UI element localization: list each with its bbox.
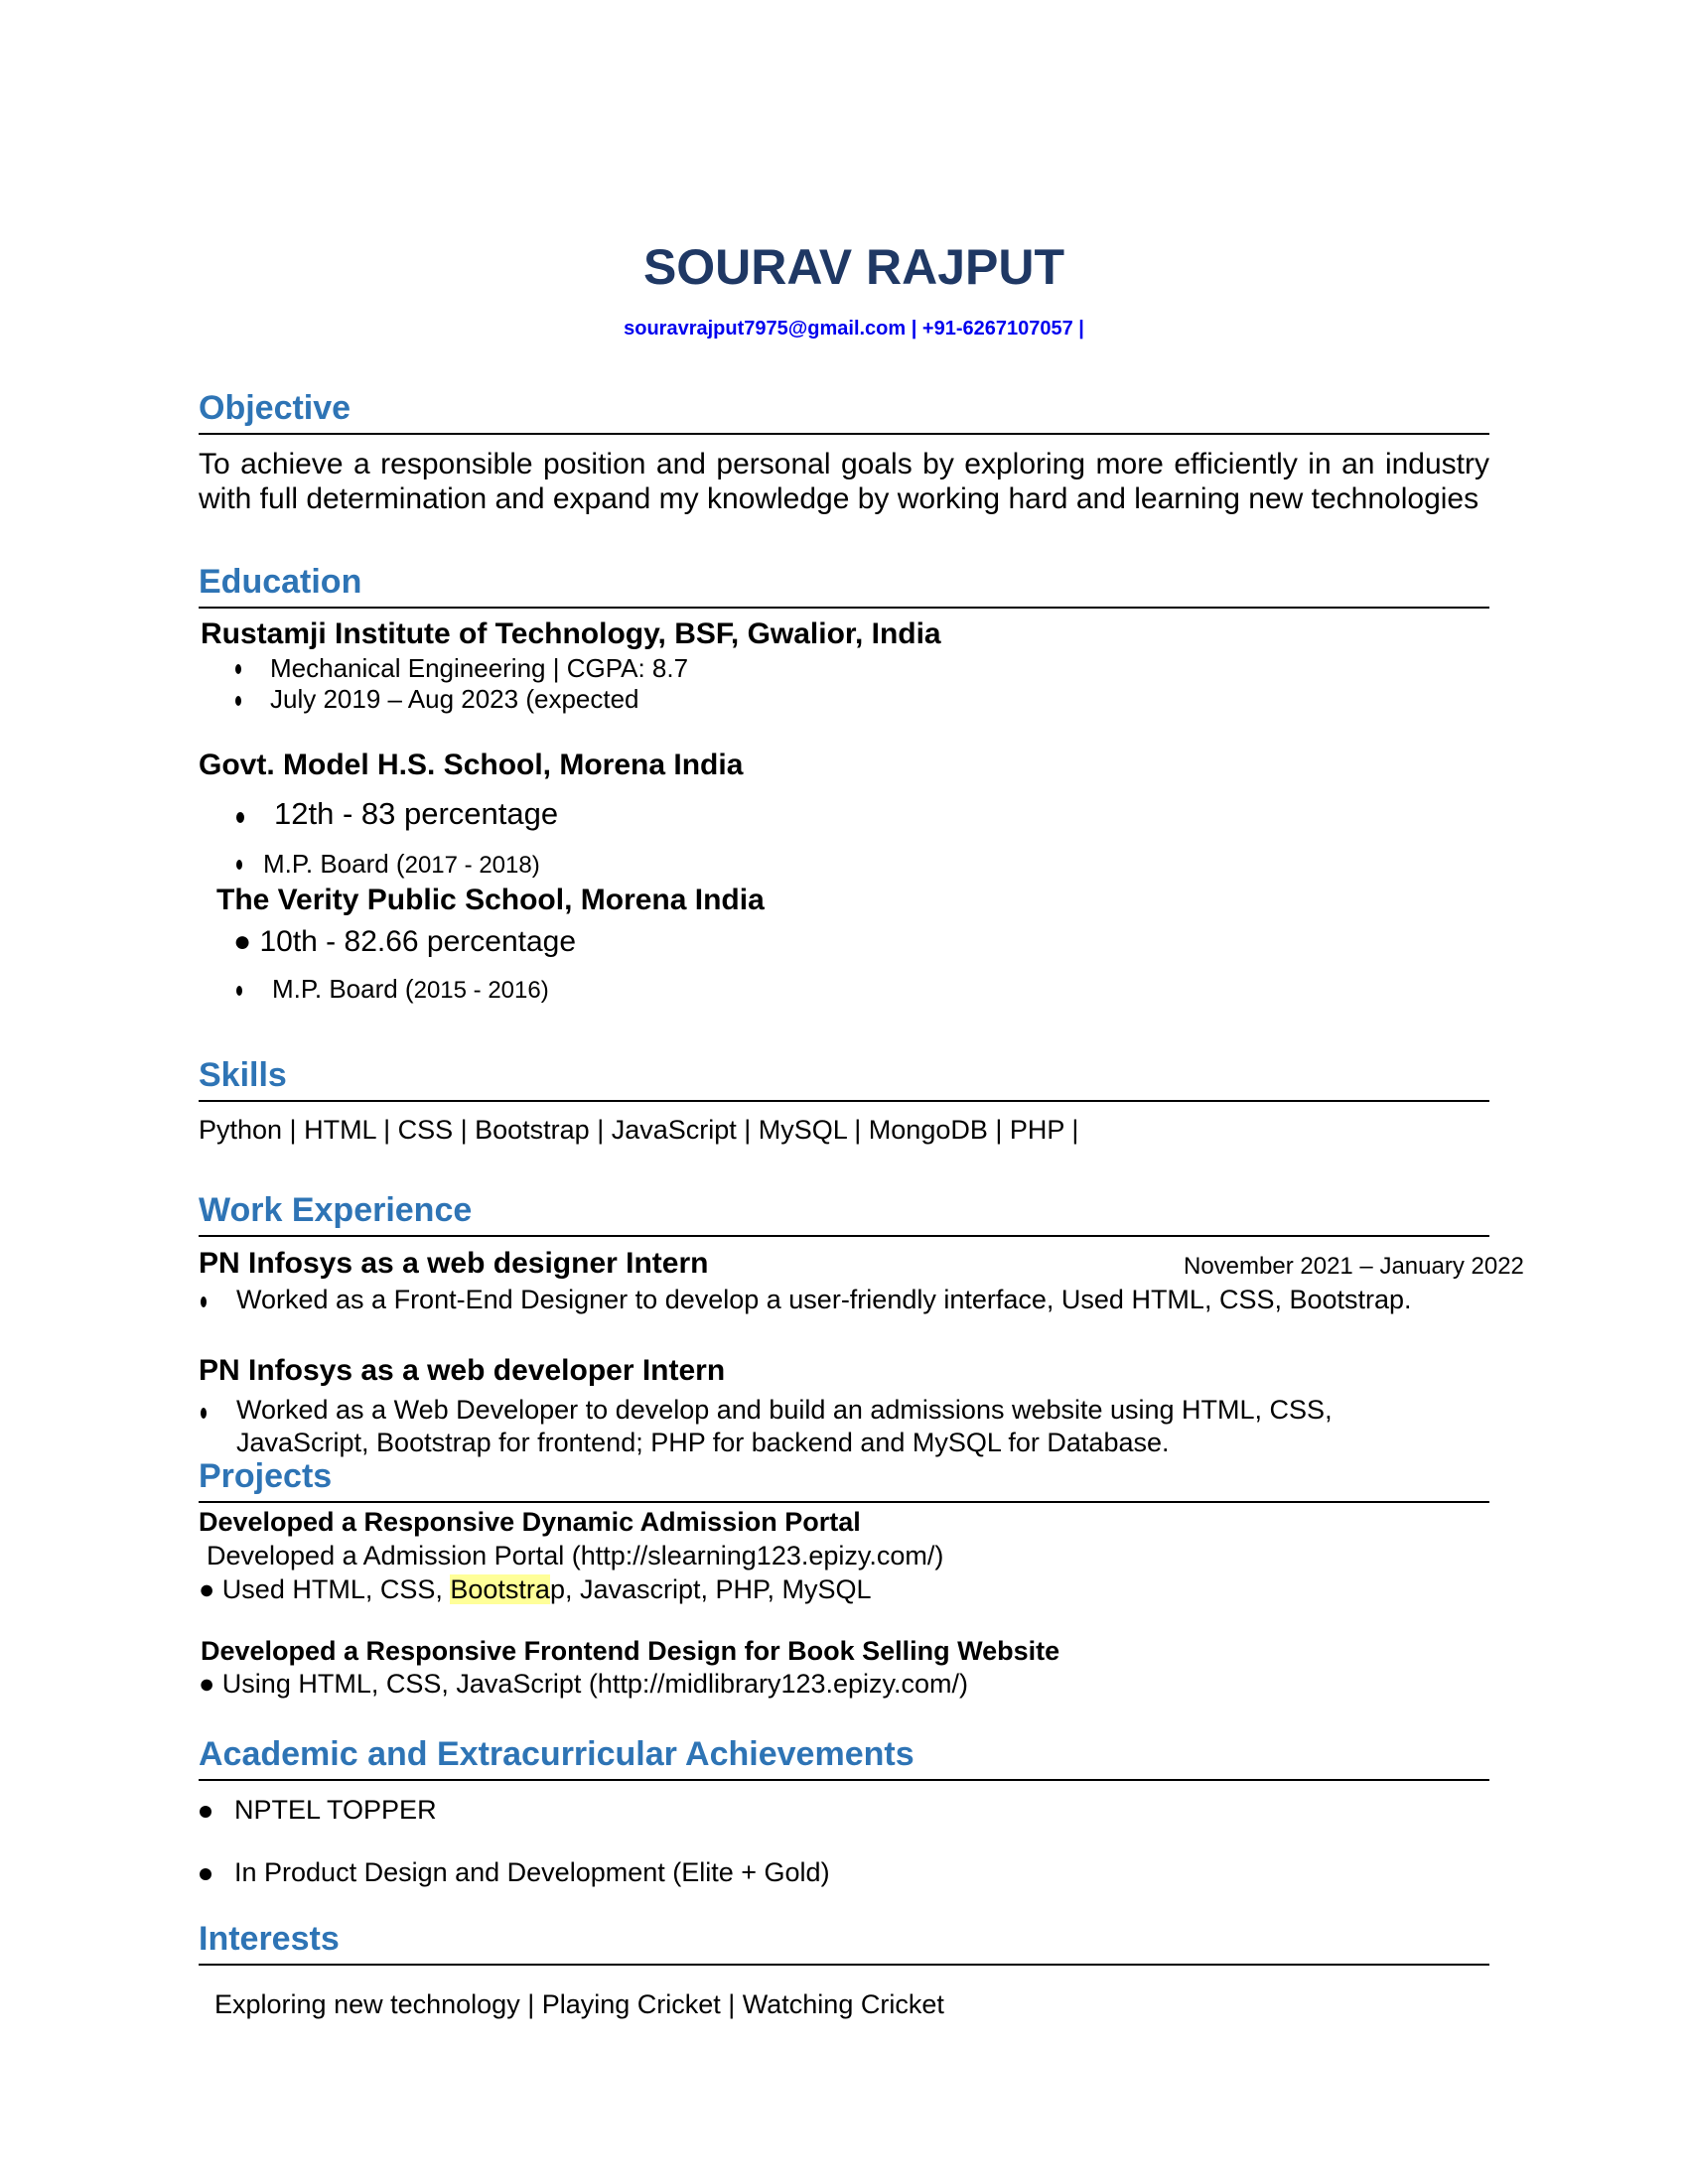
- project-tech-pre: ● Used HTML, CSS,: [199, 1574, 451, 1604]
- project-tech: ● Using HTML, CSS, JavaScript (http://midlibrary123.epizy.com/): [199, 1669, 969, 1699]
- institution-name: Govt. Model H.S. School, Morena India: [199, 749, 744, 781]
- project-tech: [199, 1574, 872, 1605]
- interests-list: Exploring new technology | Playing Cricket | Watching Cricket: [214, 1989, 944, 2019]
- section-divider: [199, 1501, 1489, 1503]
- job-title: PN Infosys as a web designer Intern: [199, 1247, 709, 1280]
- project-tech-post: p, Javascript, PHP, MySQL: [549, 1574, 872, 1604]
- section-divider: [199, 433, 1489, 435]
- contact-line[interactable]: souravrajput7975@gmail.com | +91-6267107057 |: [624, 318, 1084, 340]
- bullet-icon: [201, 1297, 207, 1307]
- job-dates: November 2021 – January 2022: [1184, 1253, 1524, 1280]
- achievement-item: In Product Design and Development (Elite + Gold): [234, 1857, 830, 1887]
- section-heading-work-experience: Work Experience: [199, 1191, 473, 1229]
- section-divider: [199, 1235, 1489, 1237]
- bullet-icon: [236, 986, 242, 996]
- section-heading-projects: Projects: [199, 1457, 333, 1495]
- education-detail: [272, 974, 549, 1005]
- objective-text: To achieve a responsible position and personal goals by exploring more efficiently in an industry with full determination and expand my knowledge by working hard and learning new technologies: [199, 448, 1489, 515]
- achievement-item: NPTEL TOPPER: [234, 1795, 437, 1825]
- board-label: M.P. Board (: [272, 974, 414, 1004]
- skills-list: Python | HTML | CSS | Bootstrap | JavaScript | MySQL | MongoDB | PHP |: [199, 1115, 1079, 1145]
- education-detail: ● 10th - 82.66 percentage: [233, 925, 577, 958]
- section-divider: [199, 1779, 1489, 1781]
- section-divider: [199, 1964, 1489, 1966]
- section-divider: [199, 1100, 1489, 1102]
- bullet-icon: [236, 812, 244, 823]
- resume-name: SOURAV RAJPUT: [642, 239, 1065, 295]
- project-title: Developed a Responsive Dynamic Admission Portal: [199, 1507, 861, 1537]
- bullet-icon: [201, 1408, 207, 1419]
- education-detail: [263, 849, 540, 880]
- bullet-icon: [200, 1806, 211, 1818]
- institution-name: The Verity Public School, Morena India: [216, 884, 765, 916]
- education-detail: 12th - 83 percentage: [274, 796, 559, 831]
- bullet-icon: [235, 696, 241, 706]
- bullet-icon: [200, 1868, 211, 1880]
- job-title: PN Infosys as a web developer Intern: [199, 1354, 726, 1387]
- board-years: 2015 - 2016): [413, 977, 549, 1004]
- institution-name: Rustamji Institute of Technology, BSF, Gwalior, India: [201, 617, 941, 650]
- education-detail: Mechanical Engineering | CGPA: 8.7: [270, 653, 689, 683]
- education-detail: July 2019 – Aug 2023 (expected: [270, 684, 639, 714]
- project-link-text: Developed a Admission Portal (http://slearning123.epizy.com/): [207, 1541, 944, 1570]
- job-description: JavaScript, Bootstrap for frontend; PHP for backend and MySQL for Database.: [236, 1428, 1170, 1457]
- section-divider: [199, 607, 1489, 609]
- section-heading-education: Education: [199, 563, 362, 601]
- section-heading-achievements: Academic and Extracurricular Achievements: [199, 1735, 914, 1773]
- bullet-icon: [236, 860, 242, 870]
- section-heading-interests: Interests: [199, 1920, 340, 1958]
- project-title: Developed a Responsive Frontend Design for Book Selling Website: [201, 1636, 1060, 1666]
- bullet-icon: [235, 664, 241, 674]
- section-heading-skills: Skills: [199, 1056, 287, 1094]
- job-description: Worked as a Web Developer to develop and build an admissions website using HTML, CSS,: [236, 1395, 1333, 1425]
- job-description: Worked as a Front-End Designer to develop a user-friendly interface, Used HTML, CSS, Bootstrap.: [236, 1285, 1412, 1314]
- section-heading-objective: Objective: [199, 389, 352, 427]
- board-label: M.P. Board (: [263, 849, 405, 879]
- highlighted-text: Bootstra: [450, 1574, 550, 1604]
- board-years: 2017 - 2018): [404, 852, 540, 879]
